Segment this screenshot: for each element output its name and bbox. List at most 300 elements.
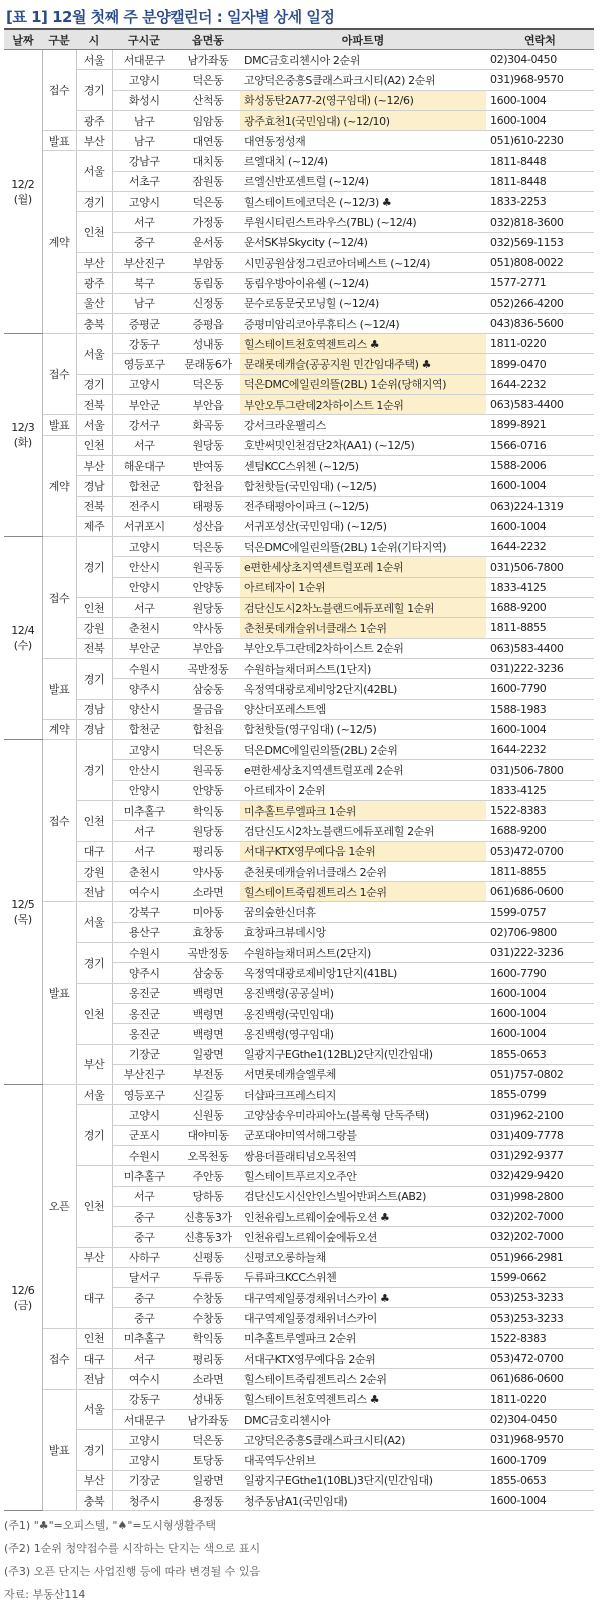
city-cell: 인천 <box>76 1328 112 1348</box>
apartment-name-cell: DMC금호리첸시아 2순위 <box>240 50 486 70</box>
town-cell: 물금읍 <box>176 699 240 719</box>
town-cell: 당하동 <box>176 1186 240 1206</box>
contact-cell: 1599-0662 <box>486 1267 594 1287</box>
table-row <box>4 50 594 70</box>
district-cell: 부안군 <box>112 395 176 415</box>
city-cell: 서울 <box>76 415 112 435</box>
city-cell: 경남 <box>76 719 112 739</box>
town-cell: 토당동 <box>176 1450 240 1470</box>
apartment-name-cell: 옹진백령(국민임대) <box>240 1003 486 1023</box>
city-cell: 대구 <box>76 841 112 861</box>
table-row <box>4 516 594 536</box>
contact-cell: 063)583-4400 <box>486 638 594 658</box>
town-cell: 성내동 <box>176 1389 240 1409</box>
contact-cell: 053)253-3233 <box>486 1308 594 1328</box>
apartment-name-cell: 부안오투그란데2차하이스트 1순위 <box>240 395 486 415</box>
category-cell: 접수 <box>42 1328 76 1389</box>
footnote: (주1) "♣"=오피스텔, "♠"=도시형생활주택 <box>4 1519 216 1532</box>
town-cell: 용정동 <box>176 1491 240 1511</box>
table-row <box>4 719 594 739</box>
town-cell: 학익동 <box>176 800 240 820</box>
town-cell: 부안읍 <box>176 638 240 658</box>
contact-cell: 051)610-2230 <box>486 131 594 151</box>
city-cell: 전북 <box>76 638 112 658</box>
town-cell: 곡반정동 <box>176 658 240 678</box>
district-cell: 수원시 <box>112 1146 176 1166</box>
district-cell: 서구 <box>112 1186 176 1206</box>
district-cell: 영등포구 <box>112 1085 176 1105</box>
contact-cell: 1855-0799 <box>486 1085 594 1105</box>
contact-cell: 031)292-9377 <box>486 1146 594 1166</box>
city-cell: 전북 <box>76 496 112 516</box>
apartment-name-cell: 양산더포레스트엠 <box>240 699 486 719</box>
table-row <box>4 212 594 232</box>
district-cell: 중구 <box>112 232 176 252</box>
contact-cell: 1811-8855 <box>486 861 594 881</box>
city-cell: 서울 <box>76 334 112 375</box>
apartment-name-cell: 옥정역대광로제비앙1단지(41BL) <box>240 963 486 983</box>
apartment-name-cell: 서대구KTX영무예다음 2순위 <box>240 1349 486 1369</box>
apartment-name-cell: 부안오투그란데2차하이스트 2순위 <box>240 638 486 658</box>
contact-cell: 031)506-7800 <box>486 557 594 577</box>
apartment-name-cell: 문래롯데캐슬(공공지원 민간임대주택) ♣ <box>240 354 486 374</box>
contact-cell: 1600-1004 <box>486 1003 594 1023</box>
contact-cell: 1600-1004 <box>486 1491 594 1511</box>
apartment-name-cell: 청주동남A1(국민임대) <box>240 1491 486 1511</box>
contact-cell: 1833-4125 <box>486 780 594 800</box>
district-cell: 중구 <box>112 1288 176 1308</box>
contact-cell: 043)836-5600 <box>486 313 594 333</box>
table-row <box>4 983 594 1003</box>
contact-cell: 1600-1709 <box>486 1450 594 1470</box>
apartment-name-cell: 옥정역대광로제비앙2단지(42BL) <box>240 679 486 699</box>
district-cell: 부안군 <box>112 638 176 658</box>
city-cell: 광주 <box>76 273 112 293</box>
district-cell: 강남구 <box>112 151 176 171</box>
town-cell: 신길동 <box>176 1085 240 1105</box>
table-row <box>4 882 594 902</box>
city-cell: 전남 <box>76 1369 112 1389</box>
category-cell: 계약 <box>42 151 76 334</box>
town-cell: 성산읍 <box>176 516 240 536</box>
contact-cell: 1600-7790 <box>486 679 594 699</box>
table-row <box>4 293 594 313</box>
town-cell: 부안읍 <box>176 395 240 415</box>
city-cell: 경기 <box>76 192 112 212</box>
apartment-name-cell: 옹진백령(영구임대) <box>240 1024 486 1044</box>
town-cell: 부암동 <box>176 252 240 272</box>
city-cell: 강원 <box>76 618 112 638</box>
contact-cell: 1644-2232 <box>486 740 594 760</box>
apartment-name-cell: 수원하늘채더퍼스트(2단지) <box>240 943 486 963</box>
apartment-name-cell: 검단신도시2차노블랜드에듀포레힐 1순위 <box>240 598 486 618</box>
apartment-name-cell: 쌍용더플래티넘오목천역 <box>240 1146 486 1166</box>
town-cell: 효창동 <box>176 922 240 942</box>
apartment-name-cell: 힐스테이트천호역젠트리스 ♣ <box>240 1389 486 1409</box>
date-cell: 12/4 (수) <box>4 537 42 740</box>
district-cell: 사하구 <box>112 1247 176 1267</box>
contact-cell: 1588-1983 <box>486 699 594 719</box>
city-cell: 충북 <box>76 1491 112 1511</box>
district-cell: 수원시 <box>112 943 176 963</box>
apartment-name-cell: 호반써밋인천검단2차(AA1) (~12/5) <box>240 435 486 455</box>
category-cell: 발표 <box>42 658 76 719</box>
district-cell: 청주시 <box>112 1491 176 1511</box>
apartment-name-cell: 아르테자이 1순위 <box>240 577 486 597</box>
district-cell: 합천군 <box>112 719 176 739</box>
table-row <box>4 1470 594 1490</box>
apartment-name-cell: 서대구KTX영무예다음 1순위 <box>240 841 486 861</box>
contact-cell: 1811-8855 <box>486 618 594 638</box>
contact-cell: 031)998-2800 <box>486 1186 594 1206</box>
district-cell: 서구 <box>112 841 176 861</box>
table-row <box>4 1389 594 1409</box>
contact-cell: 031)222-3236 <box>486 658 594 678</box>
town-cell: 평리동 <box>176 1349 240 1369</box>
apartment-name-cell: 화성동탄2A77-2(영구임대) (~12/6) <box>240 90 486 110</box>
apartment-name-cell: 고양덕은중흥S클래스파크시티(A2) 2순위 <box>240 70 486 90</box>
district-cell: 부산진구 <box>112 1064 176 1084</box>
apartment-name-cell: 힐스테이트에코덕은 (~12/3) ♣ <box>240 192 486 212</box>
table-title: [표 1] 12월 첫째 주 분양캘린더 : 일자별 상세 일정 <box>6 8 335 26</box>
table-row <box>4 800 594 820</box>
contact-cell: 1522-8383 <box>486 1328 594 1348</box>
district-cell: 옹진군 <box>112 1003 176 1023</box>
district-cell: 기장군 <box>112 1044 176 1064</box>
contact-cell: 1566-0716 <box>486 435 594 455</box>
apartment-name-cell: 증평미암리코아루휴티스 (~12/4) <box>240 313 486 333</box>
contact-cell: 1833-4125 <box>486 577 594 597</box>
table-row <box>4 638 594 658</box>
table-row <box>4 395 594 415</box>
apartment-name-cell: 수원하늘채더퍼스트(1단지) <box>240 658 486 678</box>
town-cell: 운서동 <box>176 232 240 252</box>
contact-cell: 1644-2232 <box>486 374 594 394</box>
apartment-name-cell: 서귀포성산(국민임대) (~12/5) <box>240 516 486 536</box>
apartment-name-cell: 힐스테이트죽림젠트리스 2순위 <box>240 1369 486 1389</box>
contact-cell: 052)266-4200 <box>486 293 594 313</box>
district-cell: 안산시 <box>112 557 176 577</box>
category-cell: 접수 <box>42 334 76 415</box>
city-cell: 경기 <box>76 70 112 111</box>
contact-cell: 031)968-9570 <box>486 1430 594 1450</box>
contact-cell: 031)409-7778 <box>486 1125 594 1145</box>
town-cell: 덕은동 <box>176 740 240 760</box>
table-row <box>4 658 594 678</box>
city-cell: 부산 <box>76 131 112 151</box>
town-cell: 신정동 <box>176 293 240 313</box>
city-cell: 부산 <box>76 1247 112 1267</box>
district-cell: 서구 <box>112 598 176 618</box>
header-town: 읍면동 <box>176 29 240 50</box>
district-cell: 여수시 <box>112 882 176 902</box>
city-cell: 경기 <box>76 537 112 598</box>
district-cell: 서귀포시 <box>112 516 176 536</box>
district-cell: 서초구 <box>112 171 176 191</box>
town-cell: 신원동 <box>176 1105 240 1125</box>
district-cell: 중구 <box>112 1308 176 1328</box>
city-cell: 충북 <box>76 313 112 333</box>
table-row <box>4 902 594 922</box>
city-cell: 경남 <box>76 699 112 719</box>
category-cell: 발표 <box>42 131 76 151</box>
contact-cell: 1855-0653 <box>486 1470 594 1490</box>
district-cell: 고양시 <box>112 740 176 760</box>
district-cell: 옹진군 <box>112 1024 176 1044</box>
city-cell: 인천 <box>76 212 112 253</box>
town-cell: 태평동 <box>176 496 240 516</box>
town-cell: 덕은동 <box>176 1430 240 1450</box>
date-cell: 12/6 (금) <box>4 1085 42 1511</box>
apartment-name-cell: 미추홀트루엘파크 1순위 <box>240 800 486 820</box>
category-cell: 발표 <box>42 902 76 1085</box>
table-row <box>4 110 594 130</box>
city-cell: 경기 <box>76 658 112 699</box>
city-cell: 대구 <box>76 1267 112 1328</box>
contact-cell: 1577-2771 <box>486 273 594 293</box>
town-cell: 수창동 <box>176 1288 240 1308</box>
contact-cell: 1522-8383 <box>486 800 594 820</box>
apartment-name-cell: 합천핫들(영구임대) (~12/5) <box>240 719 486 739</box>
apartment-name-cell: 힐스테이트푸르지오주안 <box>240 1166 486 1186</box>
town-cell: 대연동 <box>176 131 240 151</box>
town-cell: 오목천동 <box>176 1146 240 1166</box>
apartment-name-cell: 르엘신반포센트럴 (~12/4) <box>240 171 486 191</box>
district-cell: 용산구 <box>112 922 176 942</box>
table-row <box>4 1166 594 1186</box>
table-row <box>4 1085 594 1105</box>
apartment-name-cell: 대연동정성재 <box>240 131 486 151</box>
contact-cell: 1600-7790 <box>486 963 594 983</box>
district-cell: 서대문구 <box>112 50 176 70</box>
table-row <box>4 1328 594 1348</box>
table-row <box>4 1349 594 1369</box>
city-cell: 경남 <box>76 476 112 496</box>
contact-cell: 053)472-0700 <box>486 1349 594 1369</box>
apartment-name-cell: 인천유림노르웨이숲에듀오션 <box>240 1227 486 1247</box>
town-cell: 반여동 <box>176 455 240 475</box>
town-cell: 약사동 <box>176 618 240 638</box>
town-cell: 성내동 <box>176 334 240 354</box>
contact-cell: 1855-0653 <box>486 1044 594 1064</box>
town-cell: 잠원동 <box>176 171 240 191</box>
apartment-name-cell: 전주태평아이파크 (~12/5) <box>240 496 486 516</box>
apartment-name-cell: 군포대야미역서해그랑블 <box>240 1125 486 1145</box>
contact-cell: 061)686-0600 <box>486 882 594 902</box>
town-cell: 삼숭동 <box>176 963 240 983</box>
city-cell: 경기 <box>76 943 112 984</box>
contact-cell: 1600-1004 <box>486 719 594 739</box>
table-row <box>4 1044 594 1064</box>
town-cell: 덕은동 <box>176 70 240 90</box>
district-cell: 옹진군 <box>112 983 176 1003</box>
header-city: 시 <box>76 29 112 50</box>
table-row <box>4 151 594 171</box>
date-cell: 12/3 (화) <box>4 334 42 537</box>
table-row <box>4 192 594 212</box>
district-cell: 고양시 <box>112 374 176 394</box>
district-cell: 강북구 <box>112 902 176 922</box>
city-cell: 제주 <box>76 516 112 536</box>
town-cell: 미아동 <box>176 902 240 922</box>
town-cell: 남가좌동 <box>176 1409 240 1429</box>
contact-cell: 1600-1004 <box>486 90 594 110</box>
apartment-name-cell: 효창파크뷰데시앙 <box>240 922 486 942</box>
category-cell: 발표 <box>42 415 76 435</box>
apartment-name-cell: 꿈의숲한신더휴 <box>240 902 486 922</box>
apartment-name-cell: 춘천롯데캐슬위너클래스 2순위 <box>240 861 486 881</box>
district-cell: 서구 <box>112 435 176 455</box>
district-cell: 양산시 <box>112 699 176 719</box>
district-cell: 강동구 <box>112 334 176 354</box>
district-cell: 미추홀구 <box>112 1328 176 1348</box>
town-cell: 수창동 <box>176 1308 240 1328</box>
date-cell: 12/5 (목) <box>4 740 42 1085</box>
category-cell: 접수 <box>42 50 76 131</box>
town-cell: 남가좌동 <box>176 50 240 70</box>
town-cell: 임암동 <box>176 110 240 130</box>
town-cell: 안양동 <box>176 780 240 800</box>
header-contact: 연락처 <box>486 29 594 50</box>
town-cell: 대야미동 <box>176 1125 240 1145</box>
town-cell: 백령면 <box>176 1024 240 1044</box>
header-row <box>4 29 594 50</box>
city-cell: 전남 <box>76 882 112 902</box>
town-cell: 부전동 <box>176 1064 240 1084</box>
town-cell: 원곡동 <box>176 760 240 780</box>
contact-cell: 031)962-2100 <box>486 1105 594 1125</box>
district-cell: 남구 <box>112 110 176 130</box>
apartment-name-cell: DMC금호리첸시아 <box>240 1409 486 1429</box>
city-cell: 서울 <box>76 1085 112 1105</box>
contact-cell: 032)818-3600 <box>486 212 594 232</box>
apartment-name-cell: 운서SK뷰Skycity (~12/4) <box>240 232 486 252</box>
table-row <box>4 70 594 90</box>
contact-cell: 053)472-0700 <box>486 841 594 861</box>
contact-cell: 063)583-4400 <box>486 395 594 415</box>
district-cell: 합천군 <box>112 476 176 496</box>
town-cell: 백령면 <box>176 1003 240 1023</box>
apartment-name-cell: 덕은DMC에일린의뜰(2BL) 2순위 <box>240 740 486 760</box>
contact-cell: 032)569-1153 <box>486 232 594 252</box>
town-cell: 원당동 <box>176 598 240 618</box>
contact-cell: 1600-1004 <box>486 516 594 536</box>
contact-cell: 053)253-3233 <box>486 1288 594 1308</box>
district-cell: 강동구 <box>112 1389 176 1409</box>
city-cell: 서울 <box>76 902 112 943</box>
district-cell: 수원시 <box>112 658 176 678</box>
city-cell: 인천 <box>76 598 112 618</box>
district-cell: 화성시 <box>112 90 176 110</box>
contact-cell: 032)202-7000 <box>486 1206 594 1226</box>
city-cell: 전북 <box>76 395 112 415</box>
apartment-name-cell: 센텀KCC스위첸 (~12/5) <box>240 455 486 475</box>
town-cell: 산척동 <box>176 90 240 110</box>
city-cell: 서울 <box>76 50 112 70</box>
contact-cell: 1833-2253 <box>486 192 594 212</box>
apartment-name-cell: 서면롯데캐슬엘루체 <box>240 1064 486 1084</box>
apartment-name-cell: 신평코오롱하늘채 <box>240 1247 486 1267</box>
town-cell: 삼숭동 <box>176 679 240 699</box>
category-cell: 접수 <box>42 537 76 659</box>
header-district: 구시군 <box>112 29 176 50</box>
apartment-name-cell: 르엘대치 (~12/4) <box>240 151 486 171</box>
city-cell: 대구 <box>76 1349 112 1369</box>
apartment-name-cell: 대구역제일풍경채위너스카이 <box>240 1308 486 1328</box>
city-cell: 부산 <box>76 1470 112 1490</box>
district-cell: 고양시 <box>112 1105 176 1125</box>
table-row <box>4 273 594 293</box>
apartment-name-cell: 합천핫들(국민임대) (~12/5) <box>240 476 486 496</box>
table-row <box>4 618 594 638</box>
contact-cell: 02)304-0450 <box>486 50 594 70</box>
apartment-name-cell: 일광지구EGthe1(12BL)2단지(민간임대) <box>240 1044 486 1064</box>
contact-cell: 1811-0220 <box>486 1389 594 1409</box>
header-date: 날짜 <box>4 29 42 50</box>
contact-cell: 1811-8448 <box>486 151 594 171</box>
contact-cell: 063)224-1319 <box>486 496 594 516</box>
table-row <box>4 334 594 354</box>
apartment-name-cell: 고양삼송우미라피아노(블록형 단독주택) <box>240 1105 486 1125</box>
town-cell: 원당동 <box>176 821 240 841</box>
city-cell: 서울 <box>76 151 112 192</box>
district-cell: 고양시 <box>112 1430 176 1450</box>
contact-cell: 031)222-3236 <box>486 943 594 963</box>
contact-cell: 1811-8448 <box>486 171 594 191</box>
source-note: 자료: 부동산114 <box>4 1588 86 1601</box>
contact-cell: 051)966-2981 <box>486 1247 594 1267</box>
apartment-name-cell: 힐스테이트죽림젠트리스 1순위 <box>240 882 486 902</box>
district-cell: 부산진구 <box>112 252 176 272</box>
district-cell: 서구 <box>112 1349 176 1369</box>
table-row <box>4 131 594 151</box>
town-cell: 신흥동3가 <box>176 1206 240 1226</box>
contact-cell: 02)706-9800 <box>486 922 594 942</box>
city-cell: 인천 <box>76 800 112 841</box>
district-cell: 서구 <box>112 212 176 232</box>
apartment-name-cell: 대곡역두산위브 <box>240 1450 486 1470</box>
contact-cell: 061)686-0600 <box>486 1369 594 1389</box>
district-cell: 중구 <box>112 1206 176 1226</box>
district-cell: 해운대구 <box>112 455 176 475</box>
table-row <box>4 861 594 881</box>
town-cell: 화곡동 <box>176 415 240 435</box>
contact-cell: 1811-0220 <box>486 334 594 354</box>
town-cell: 원곡동 <box>176 557 240 577</box>
table-row <box>4 1369 594 1389</box>
town-cell: 평리동 <box>176 841 240 861</box>
table-row <box>4 598 594 618</box>
district-cell: 고양시 <box>112 70 176 90</box>
table-row <box>4 435 594 455</box>
header-apartment: 아파트명 <box>240 29 486 50</box>
apartment-name-cell: 고양덕은중흥S클래스파크시티(A2) <box>240 1430 486 1450</box>
town-cell: 합천읍 <box>176 476 240 496</box>
apartment-name-cell: 검단신도시2차노블랜드에듀포레힐 2순위 <box>240 821 486 841</box>
category-cell: 계약 <box>42 435 76 536</box>
apartment-name-cell: 춘천롯데캐슬위너클래스 1순위 <box>240 618 486 638</box>
district-cell: 영등포구 <box>112 354 176 374</box>
apartment-name-cell: 일광지구EGthe1(10BL)3단지(민간임대) <box>240 1470 486 1490</box>
town-cell: 주안동 <box>176 1166 240 1186</box>
apartment-name-cell: 대구역제일풍경채위너스카이 ♣ <box>240 1288 486 1308</box>
table-row <box>4 943 594 963</box>
apartment-name-cell: 더샵파크프레스티지 <box>240 1085 486 1105</box>
table-row <box>4 313 594 333</box>
town-cell: 원당동 <box>176 435 240 455</box>
category-cell: 계약 <box>42 719 76 739</box>
apartment-name-cell: 문수로동문굿모닝힐 (~12/4) <box>240 293 486 313</box>
